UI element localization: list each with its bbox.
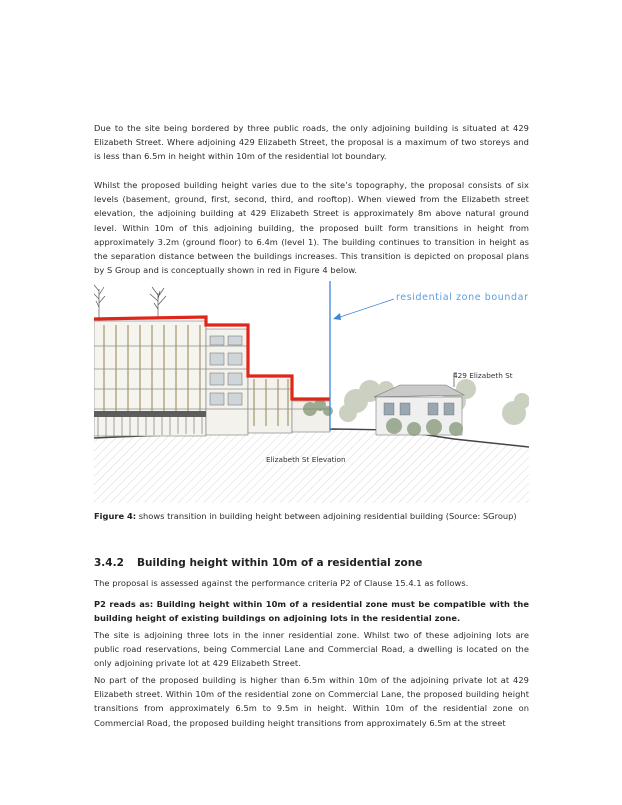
boundary-pointer-line [337, 299, 394, 318]
paragraph-p2-criteria: P2 reads as: Building height within 10m of a residential zone must be compatible with the building height of existing buildings on adjoining lots in the residential zone. [94, 599, 529, 624]
paragraph-adjoining-building: Due to the site being bordered by three public roads, the only adjoining building is situated at 429 Elizabeth Street. Where adjoining 429 Elizabeth Street, the proposal is a maximum of two storeys and is less than 6.5m in height within 10m of the residential lot boundary. [94, 123, 529, 162]
figure-caption [94, 510, 534, 522]
rooftop-trees [94, 285, 166, 321]
paragraph-height-compliance: No part of the proposed building is higher than 6.5m within 10m of the adjoining private lot at 429 Elizabeth street. Within 10m of the residential zone on Commercial Lane, the proposed building height transitions from approximately 6.5m to 9.5m in height. Within 10m of the residential zone on Commercial Road, the proposed building height transitions from approximately 6.5m at the street [94, 675, 529, 728]
paragraph-building-height-transition: Whilst the proposed building height varies due to the site’s topography, the proposal consists of six levels (basement, ground, first, second, third, and rooftop). When viewed from the Elizabeth street elevation, the adjoining building at 429 Elizabeth Street is approximately 8m above natural ground level. Within 10m of this adjoining building, the proposed built form transitions in height from approximately 3.2m (ground floor) to 6.4m (level 1). The building continues to transition in height as the separation distance between the buildings increases. This transition is depicted on proposal plans by S Group and is conceptually shown in red in Figure 4 below. [94, 180, 529, 276]
figure-elevation [94, 281, 529, 503]
boundary-pointer-arrow [333, 313, 341, 320]
elevation-label: Elizabeth St Elevation [266, 455, 346, 464]
section-number: 3.4.2 [94, 557, 124, 569]
paragraph-assessment-intro: The proposal is assessed against the performance criteria P2 of Clause 15.4.1 as follows. [94, 578, 469, 588]
figure-caption-text: shows transition in building height between adjoining residential building (Source: SGroup) [136, 511, 517, 521]
section-heading [94, 557, 422, 569]
neighbour-address-label: 429 Elizabeth St [453, 371, 513, 380]
elevation-drawing [94, 281, 529, 503]
proposed-building [94, 321, 333, 437]
neighbouring-house [339, 373, 529, 436]
residential-zone-boundary-label: residential zone boundary [396, 292, 529, 303]
figure-caption-label: Figure 4: [94, 511, 137, 521]
section-title: Building height within 10m of a residential zone [137, 557, 423, 569]
paragraph-adjoining-lots: The site is adjoining three lots in the inner residential zone. Whilst two of these adjoining lots are public road reservations, being Commercial Lane and Commercial Road, a dwelling is located on the only adjoining private lot at 429 Elizabeth Street. [94, 630, 529, 669]
